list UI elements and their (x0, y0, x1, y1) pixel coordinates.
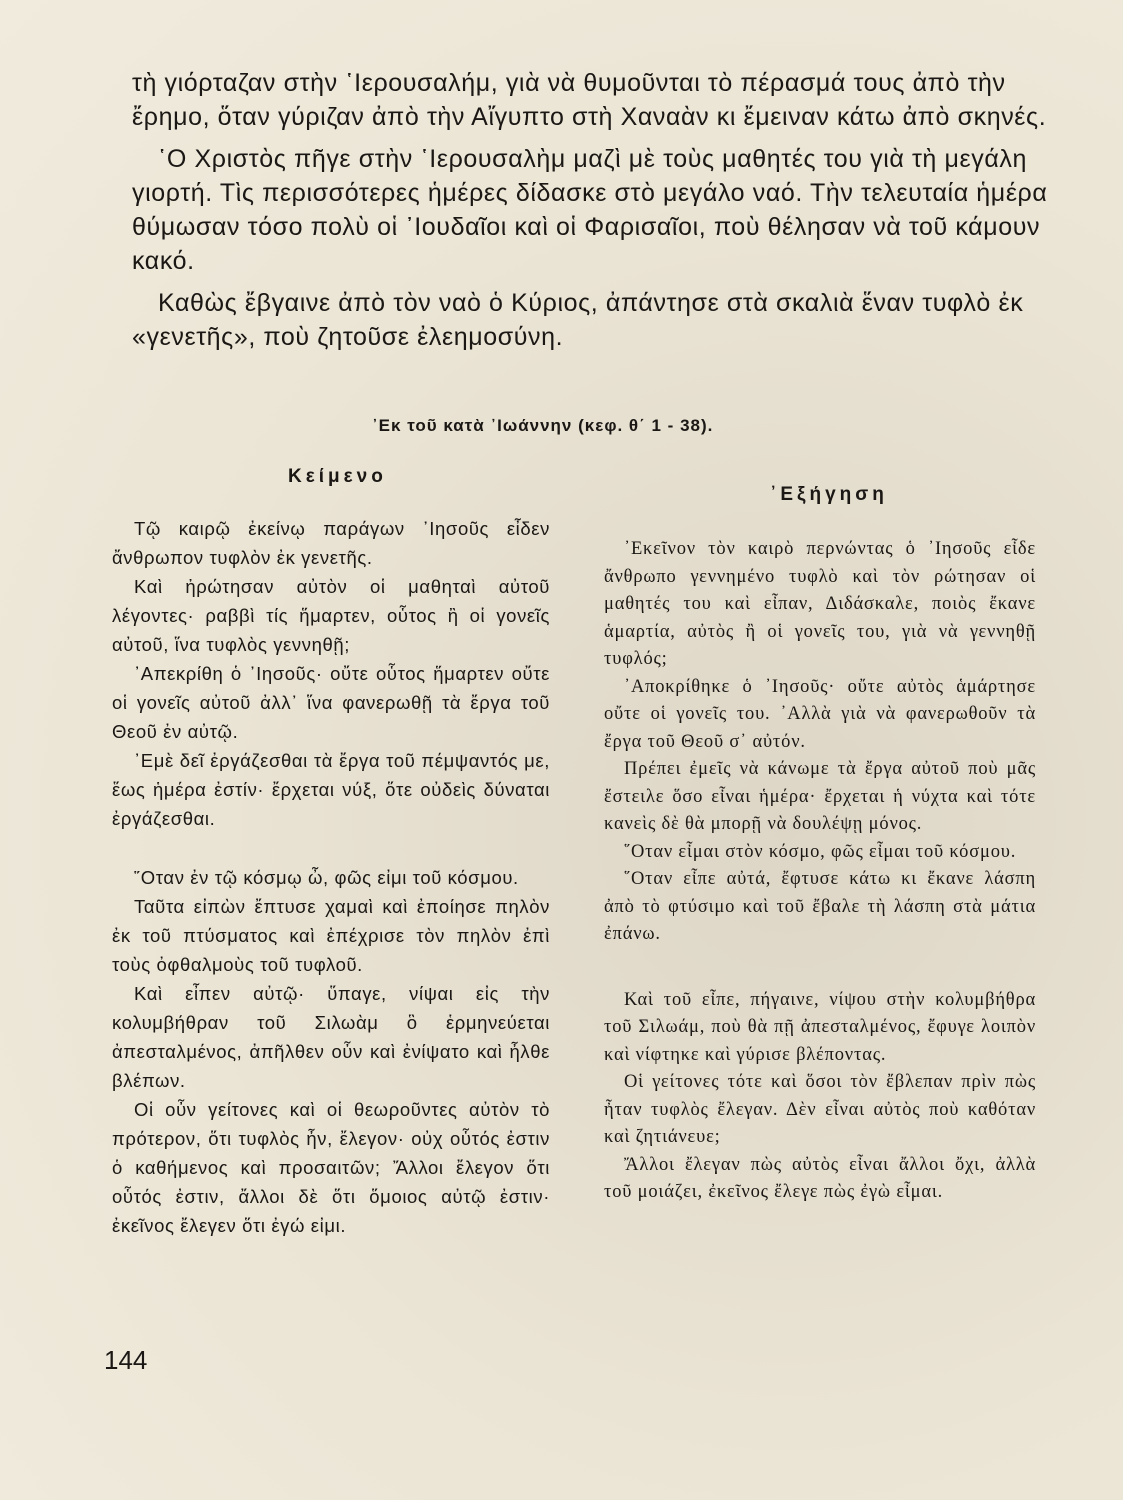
explanation-paragraph: ᾿Εκεῖνον τὸν καιρὸ περνώντας ὁ ᾿Ιησοῦς εἶδε ἄνθρωπο γεννημένο τυφλὸ καὶ τὸν ρώτησαν οἱ μαθητές του καὶ εἶπαν, Διδάσκαλε, ποιὸς ἔκανε ἁμαρτία, αὐτὸς ἢ οἱ γονεῖς του, γιὰ νὰ γεννηθῇ τυφλός; (604, 539, 1036, 669)
scripture-reference: ᾿Εκ τοῦ κατὰ ᾿Ιωάννην (κεφ. θ΄ 1 - 38). (372, 416, 714, 435)
explanation-paragraph: ᾿Αποκρίθηκε ὁ ᾿Ιησοῦς· οὔτε αὐτὸς ἁμάρτησε οὔτε οἱ γονεῖς του. ᾿Αλλὰ γιὰ νὰ φανερωθοῦν τὰ ἔργα τοῦ Θεοῦ σ᾿ αὐτόν. (604, 676, 1036, 752)
explanation-paragraph: Πρέπει ἐμεῖς νὰ κάνωμε τὰ ἔργα αὐτοῦ ποὺ μᾶς ἔστειλε ὅσο εἶναι ἡμέρα· ἔρχεται ἡ νύχτα καὶ τότε κανεὶς δὲ θὰ μπορῇ νὰ δουλέψῃ μόνος. (604, 759, 1036, 834)
intro-paragraph: Καθὼς ἔβγαινε ἀπὸ τὸν ναὸ ὁ Κύριος, ἀπάντησε στὰ σκαλιὰ ἕναν τυφλὸ ἐκ «γενετῆς», ποὺ ζητοῦσε ἐλεημοσύνη. (132, 289, 1024, 351)
intro-text (132, 66, 1054, 362)
explanation-paragraph: Οἱ γείτονες τότε καὶ ὅσοι τὸν ἔβλεπαν πρὶν πὼς ἦταν τυφλὸς ἔλεγαν. Δὲν εἶναι αὐτὸς ποὺ καθόταν καὶ ζητιάνευε; (604, 1072, 1036, 1147)
intro-paragraph: ῾Ο Χριστὸς πῆγε στὴν ῾Ιερουσαλὴμ μαζὶ μὲ τοὺς μαθητές του γιὰ τὴ μεγάλη γιορτή. Τὶς περισσότερες ἡμέρες δίδασκε στὸ μεγάλο ναό. Τὴν τελευταία ἡμέρα θύμωσαν τόσο πολὺ οἱ ᾿Ιουδαῖοι καὶ οἱ Φαρισαῖοι, ποὺ θέλησαν νὰ τοῦ κάμουν κακό. (132, 145, 1048, 275)
verse-paragraph: Καὶ εἶπεν αὐτῷ· ὕπαγε, νίψαι εἰς τὴν κολυμβήθραν τοῦ Σιλωὰμ ὃ ἑρμηνεύεται ἀπεσταλμένος, ἀπῆλθεν οὖν καὶ ἐνίψατο καὶ ἦλθε βλέπων. (112, 983, 550, 1091)
explanation-paragraph: ῞Οταν εἶπε αὐτά, ἔφτυσε κάτω κι ἔκανε λάσπη ἀπὸ τὸ φτύσιμο καὶ τοῦ ἔβαλε τὴ λάσπη στὰ μάτια ἐπάνω. (604, 869, 1036, 944)
original-text-heading: Κείμενο (288, 466, 387, 487)
original-text-column (112, 514, 550, 1240)
explanation-heading: ᾿Εξήγηση (770, 484, 888, 505)
explanation-paragraph: Ἄλλοι ἔλεγαν πὼς αὐτὸς εἶναι ἄλλοι ὄχι, ἀλλὰ τοῦ μοιάζει, ἐκεῖνος ἔλεγε πὼς ἐγὼ εἶμαι. (604, 1154, 1036, 1202)
verse-paragraph: ᾿Απεκρίθη ὁ ᾿Ιησοῦς· οὔτε οὗτος ἥμαρτεν οὔτε οἱ γονεῖς αὐτοῦ ἀλλ᾿ ἵνα φανερωθῇ τὰ ἔργα τοῦ Θεοῦ ἐν αὐτῷ. (112, 663, 550, 742)
explanation-paragraph: ῞Οταν εἶμαι στὸν κόσμο, φῶς εἶμαι τοῦ κόσμου. (624, 841, 1017, 862)
verse-paragraph: Οἱ οὖν γείτονες καὶ οἱ θεωροῦντες αὐτὸν τὸ πρότερον, ὅτι τυφλὸς ἦν, ἔλεγον· οὐχ οὗτός ἐστιν ὁ καθήμενος καὶ προσαιτῶν; Ἄλλοι ἔλεγον ὅτι οὗτός ἐστιν, ἄλλοι δὲ ὅτι ὅμοιος αὐτῷ ἐστιν· ἐκεῖνος ἔλεγεν ὅτι ἐγώ εἰμι. (112, 1099, 550, 1236)
verse-paragraph: Καὶ ἠρώτησαν αὐτὸν οἱ μαθηταὶ αὐτοῦ λέγοντες· ραββὶ τίς ἥμαρτεν, οὗτος ἢ οἱ γονεῖς αὐτοῦ, ἵνα τυφλὸς γεννηθῇ; (112, 576, 550, 655)
verse-paragraph: ᾿Εμὲ δεῖ ἐργάζεσθαι τὰ ἔργα τοῦ πέμψαντός με, ἕως ἡμέρα ἐστίν· ἔρχεται νύξ, ὅτε οὐδεὶς δύναται ἐργάζεσθαι. (112, 750, 550, 829)
explanation-paragraph: Καὶ τοῦ εἶπε, πήγαινε, νίψου στὴν κολυμβήθρα τοῦ Σιλωάμ, ποὺ θὰ πῇ ἀπεσταλμένος, ἔφυγε λοιπὸν καὶ νίφτηκε καὶ γύρισε βλέποντας. (604, 989, 1036, 1065)
intro-paragraph: τὴ γιόρταζαν στὴν ῾Ιερουσαλήμ, γιὰ νὰ θυμοῦνται τὸ πέρασμά τους ἀπὸ τὴν ἔρημο, ὅταν γύριζαν ἀπὸ τὴν Αἴγυπτο στὴ Χαναὰν κι ἔμειναν κάτω ἀπὸ σκηνές. (132, 69, 1047, 131)
verse-paragraph: Τῷ καιρῷ ἐκείνῳ παράγων ᾿Ιησοῦς εἶδεν ἄνθρωπον τυφλὸν ἐκ γενετῆς. (112, 518, 550, 568)
explanation-column (604, 536, 1036, 1207)
verse-paragraph: ῞Οταν ἐν τῷ κόσμῳ ὦ, φῶς εἰμι τοῦ κόσμου. (134, 867, 519, 888)
page-number: 144 (104, 1345, 148, 1375)
verse-paragraph: Ταῦτα εἰπὼν ἔπτυσε χαμαὶ καὶ ἐποίησε πηλὸν ἐκ τοῦ πτύσματος καὶ ἐπέχρισε τὸν πηλὸν ἐπὶ τοὺς ὀφθαλμοὺς τοῦ τυφλοῦ. (112, 896, 550, 975)
